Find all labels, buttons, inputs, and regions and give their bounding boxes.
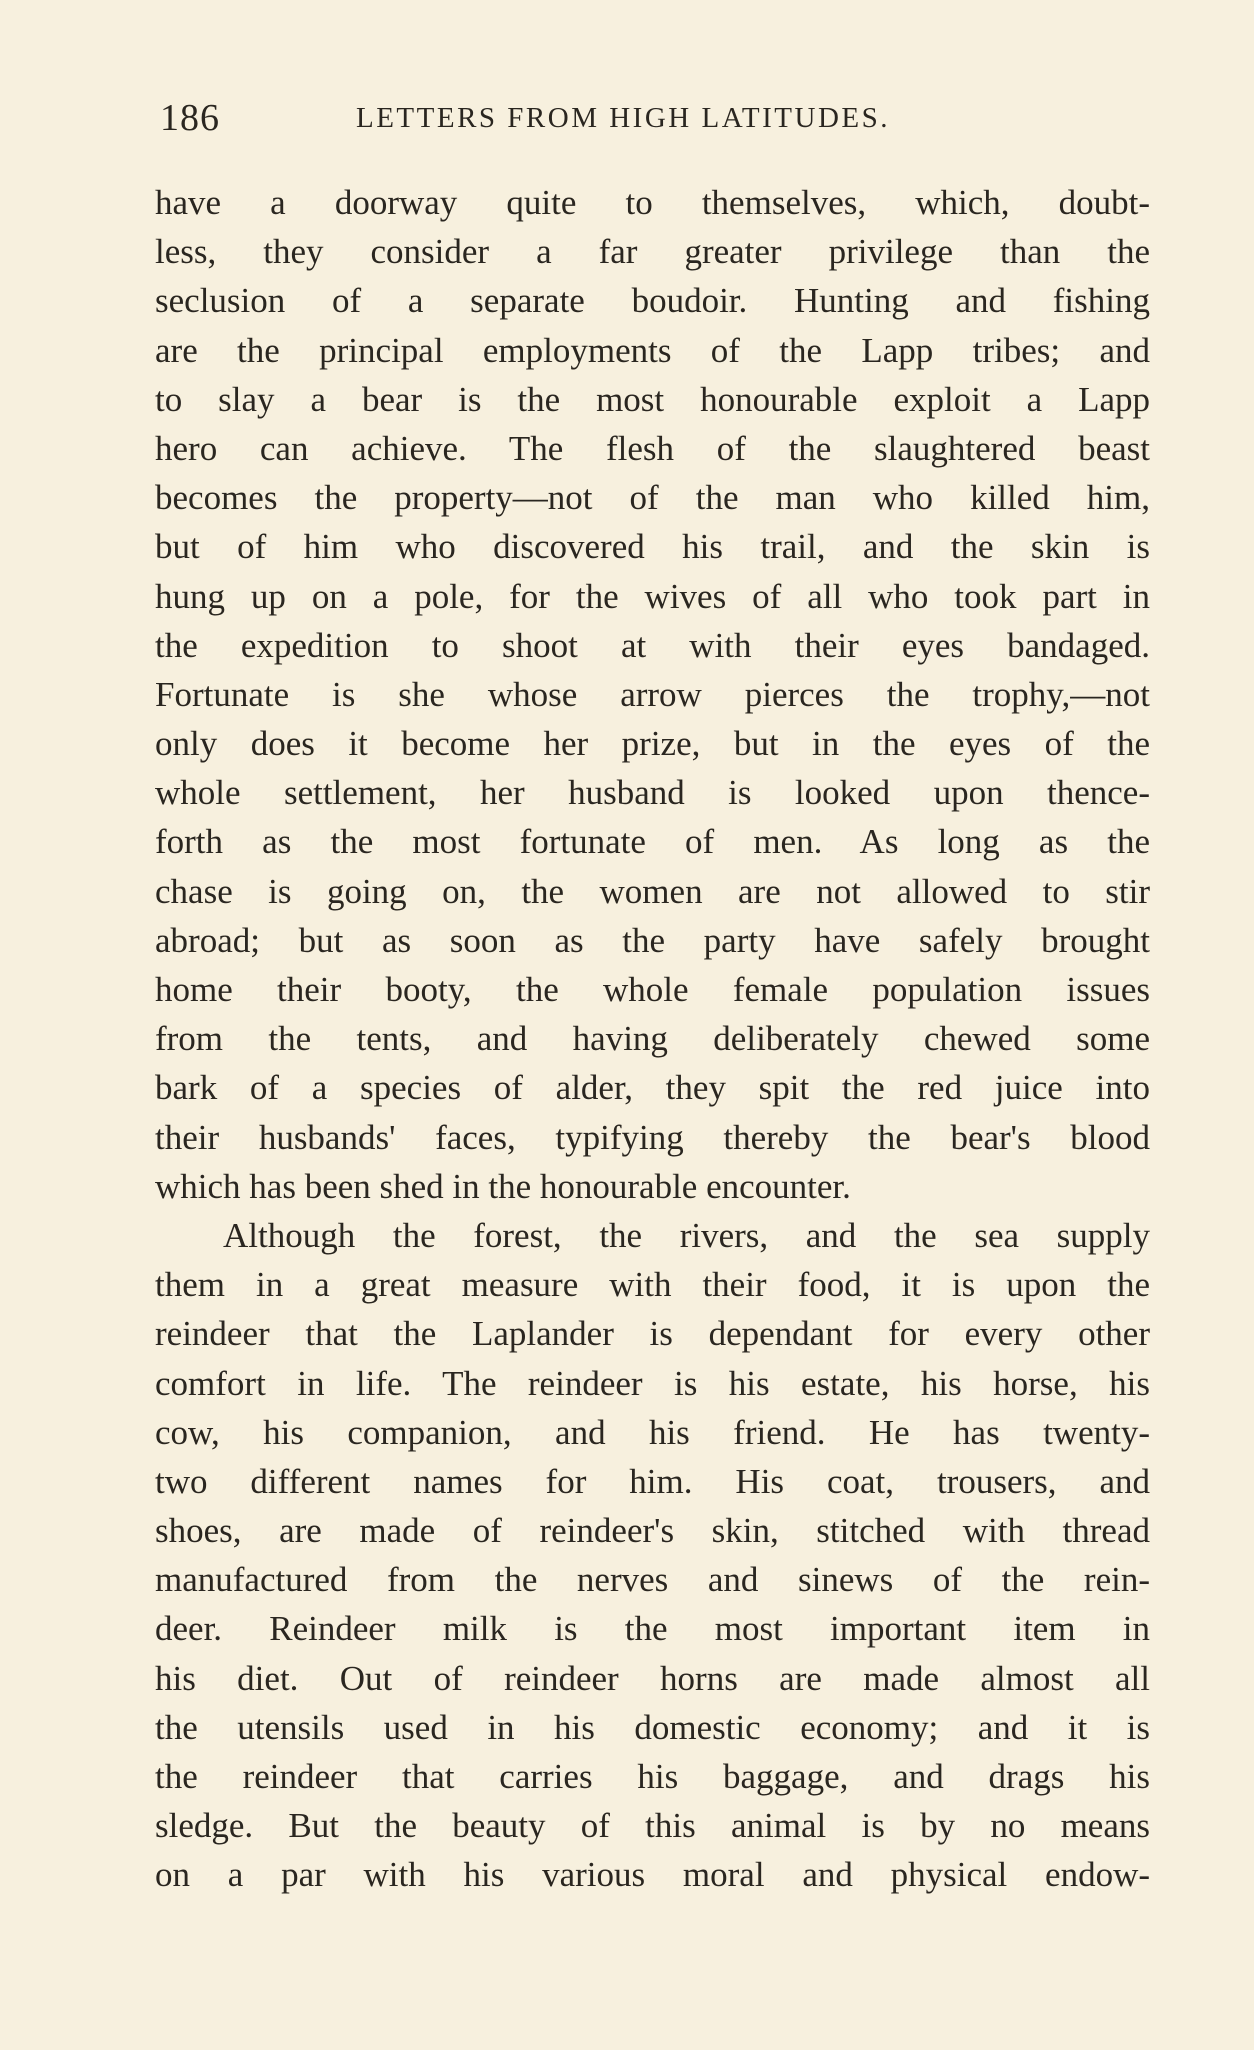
text-line: the reindeer that carries his baggage, and drags his	[155, 1757, 1150, 1796]
text-line: comfort in life. The reindeer is his estate, his horse, his	[155, 1363, 1150, 1403]
text-line: manufactured from the nerves and sinews of the rein-	[155, 1560, 1150, 1600]
page-number: 186	[160, 97, 220, 139]
text-line: hung up on a pole, for the wives of all who took part in	[155, 576, 1150, 616]
text-line: deer. Reindeer milk is the most important item in	[155, 1609, 1150, 1649]
body-text	[155, 178, 1150, 1900]
text-line: the expedition to shoot at with their eyes bandaged.	[155, 625, 1150, 665]
text-line: Fortunate is she whose arrow pierces the trophy,—not	[155, 674, 1150, 714]
text-line: chase is going on, the women are not allowed to stir	[155, 871, 1150, 911]
text-line: which has been shed in the honourable encounter.	[155, 1166, 851, 1206]
text-line: less, they consider a far greater privilege than the	[155, 232, 1150, 272]
text-line: reindeer that the Laplander is dependant for every other	[155, 1314, 1150, 1354]
text-line: bark of a species of alder, they spit the red juice into	[155, 1068, 1150, 1108]
text-line: cow, his companion, and his friend. He has twenty-	[155, 1412, 1150, 1452]
text-line: them in a great measure with their food, it is upon the	[155, 1265, 1150, 1305]
text-line: home their booty, the whole female population issues	[155, 970, 1150, 1009]
text-line: two different names for him. His coat, trousers, and	[155, 1461, 1150, 1501]
text-line: his diet. Out of reindeer horns are made almost all	[155, 1658, 1150, 1698]
text-line: forth as the most fortunate of men. As long as the	[155, 822, 1150, 862]
text-line: the utensils used in his domestic economy; and it is	[155, 1707, 1150, 1747]
text-line: hero can achieve. The flesh of the slaughtered beast	[155, 428, 1150, 468]
text-line: their husbands' faces, typifying thereby the bear's blood	[155, 1117, 1150, 1157]
page-header	[160, 96, 1150, 146]
text-line: from the tents, and having deliberately chewed some	[155, 1019, 1150, 1059]
text-line: abroad; but as soon as the party have safely brought	[155, 920, 1150, 960]
text-line: Although the forest, the rivers, and the sea supply	[223, 1215, 1150, 1255]
text-line: on a par with his various moral and physical endow-	[155, 1855, 1150, 1895]
text-line: to slay a bear is the most honourable exploit a Lapp	[155, 379, 1150, 419]
text-line: sledge. But the beauty of this animal is by no means	[155, 1806, 1150, 1846]
text-line: but of him who discovered his trail, and the skin is	[155, 527, 1150, 567]
text-line: are the principal employments of the Lapp tribes; and	[155, 330, 1150, 370]
text-line: only does it become her prize, but in the eyes of the	[155, 724, 1150, 764]
text-line: have a doorway quite to themselves, which, doubt-	[155, 183, 1150, 222]
running-title: LETTERS FROM HIGH LATITUDES.	[356, 102, 890, 134]
text-line: shoes, are made of reindeer's skin, stitched with thread	[155, 1511, 1150, 1551]
text-line: becomes the property—not of the man who killed him,	[155, 478, 1150, 518]
text-line: whole settlement, her husband is looked upon thence-	[155, 773, 1150, 813]
text-line: seclusion of a separate boudoir. Hunting and fishing	[155, 281, 1150, 321]
